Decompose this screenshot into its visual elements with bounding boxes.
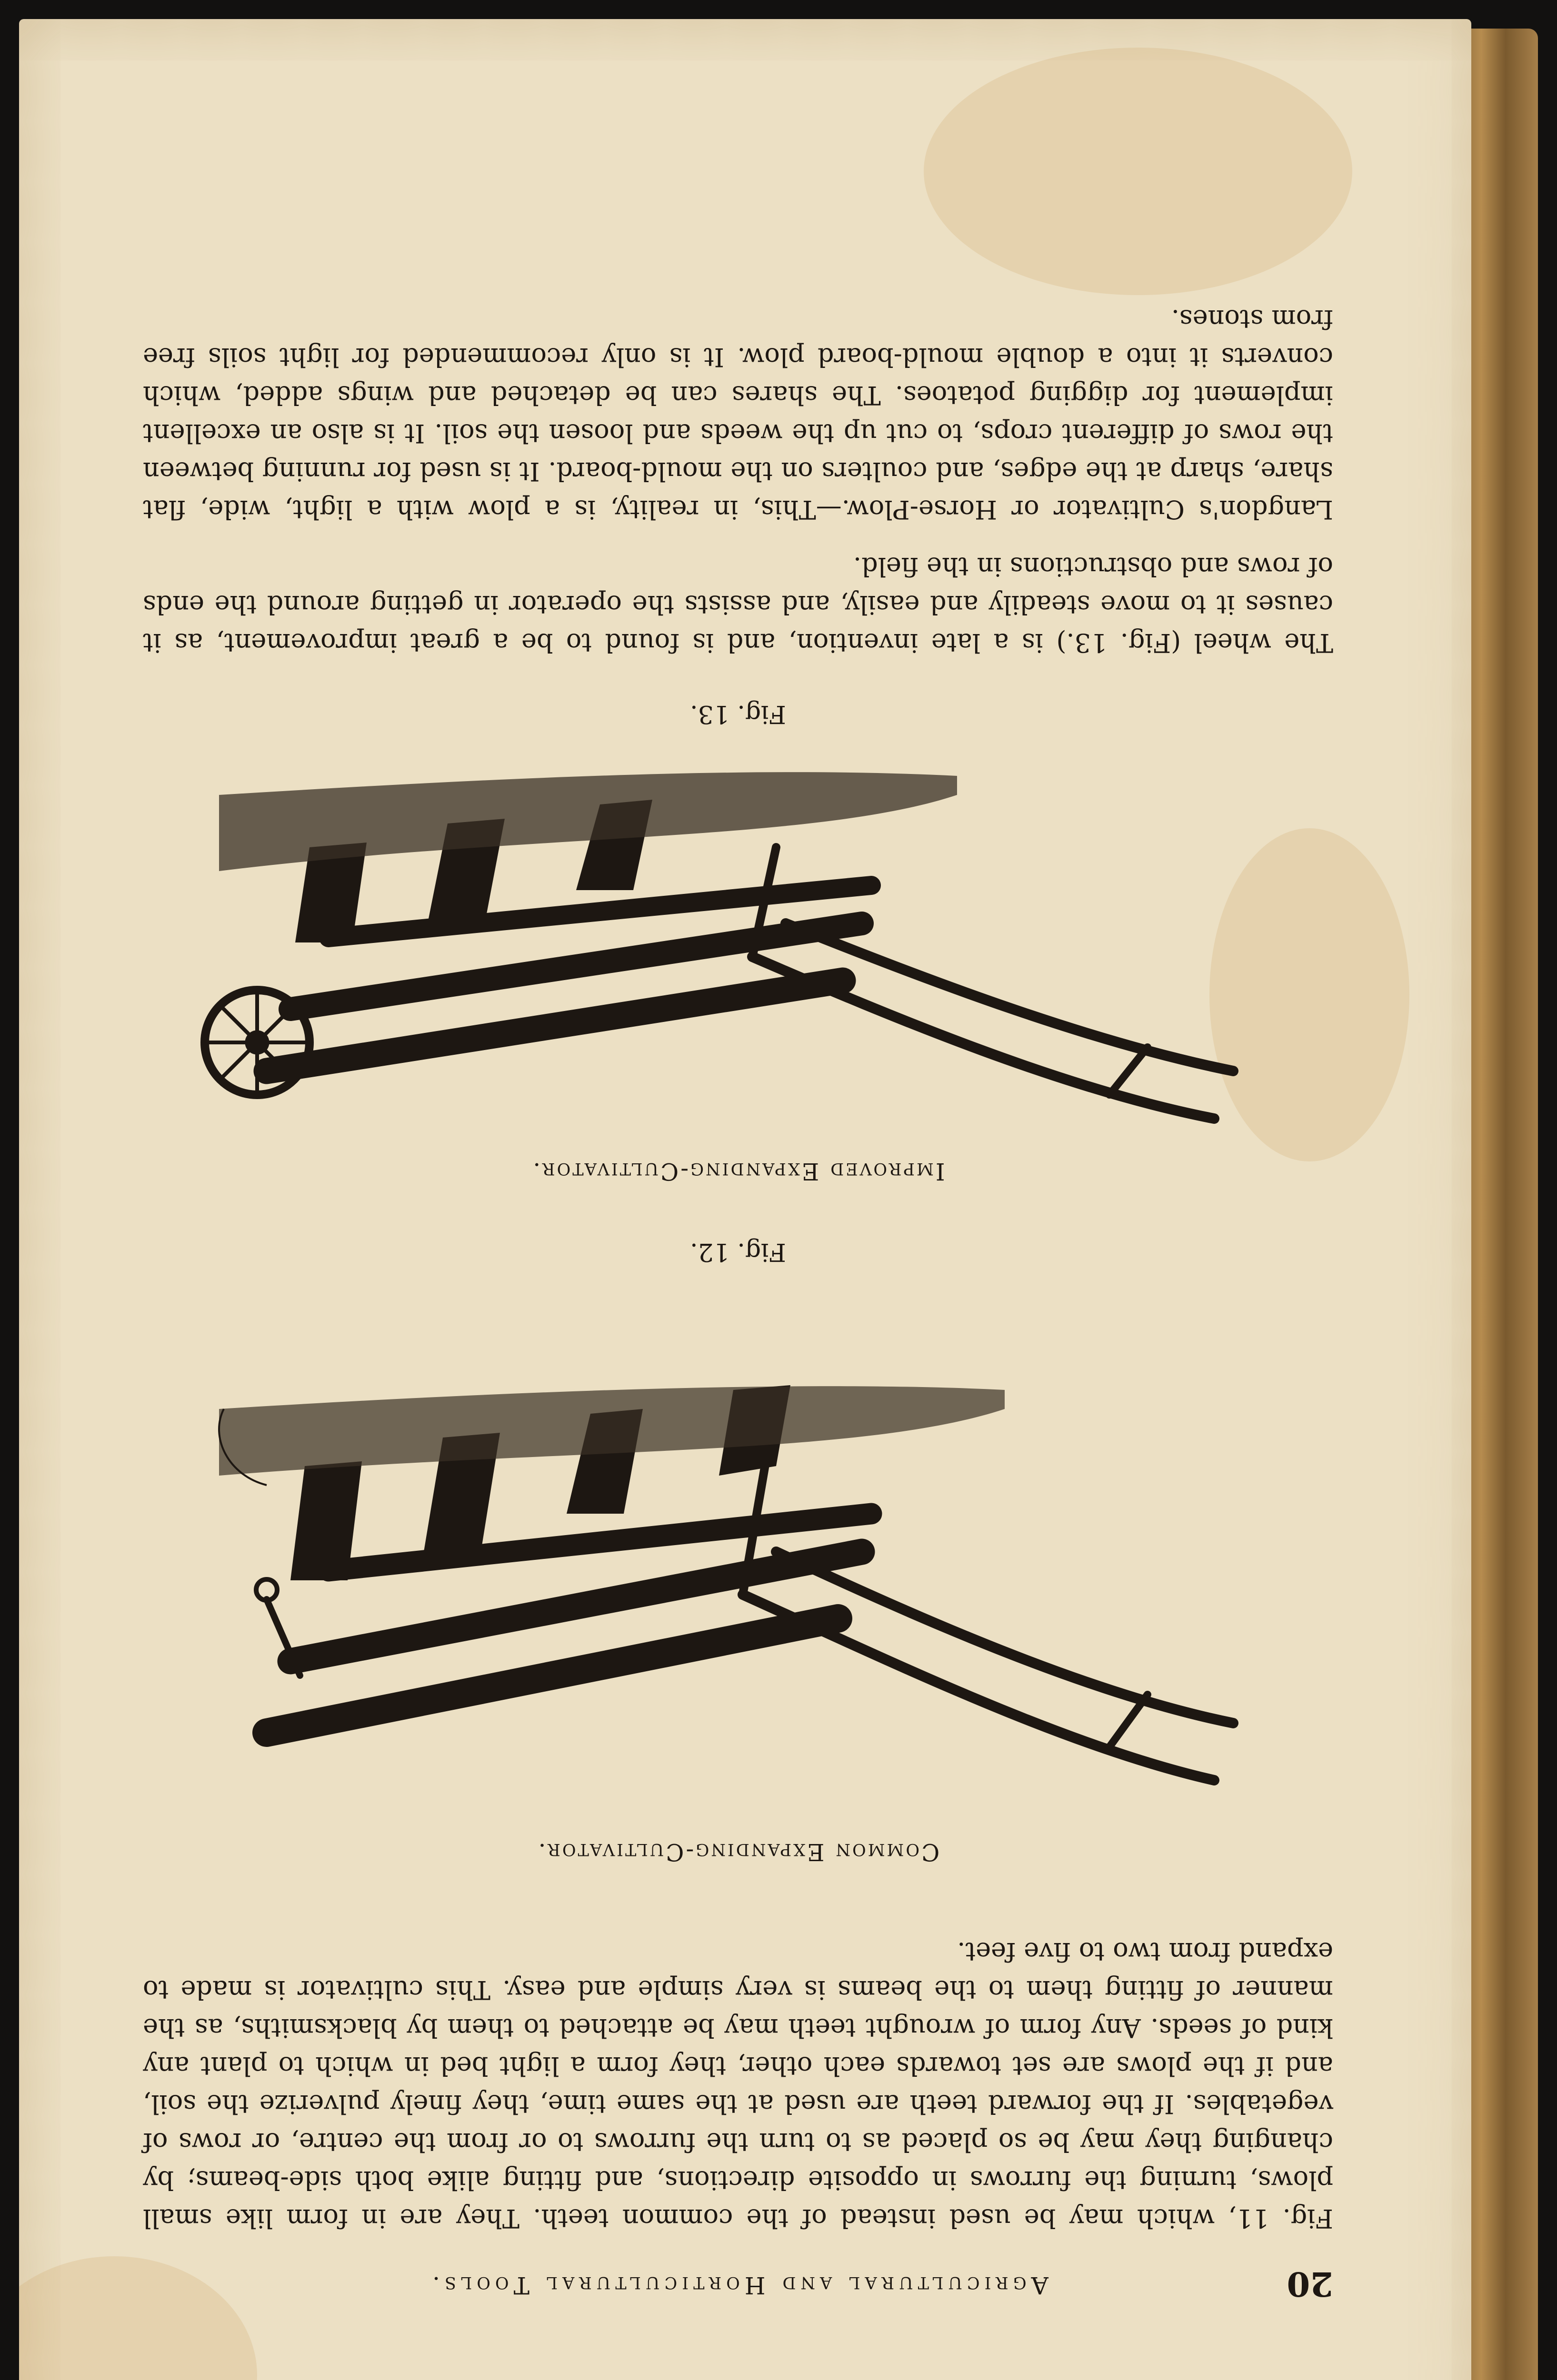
paragraph-langdon-cultivator: Langdon's Cultivator or Horse-Plow.—This, in reality, is a plow with a light, wide, flat share, sharp at the edges, and coulters on the mould-board. It is used for running between the rows of different crops, to cut up the weeds and loosen the soil. It is also an excellent implement for digging potatoes. The shares can be detached and wings added, which converts it into a double mould-board plow. It is only recommended for light soils free from stones. [143,304,1333,525]
printed-page-content [19,19,1471,2380]
running-title: Agricultural and Horticultural Tools. [428,2271,1048,2299]
figure-caption: Common Expanding-Cultivator. [536,1838,940,1866]
paragraph-fig11-description: Fig. 11, which may be used instead of the common teeth. They are in form like small plows, turning the furrows in opposite directions, and fitting alike both side-beams; by changing they may be so placed as to turn the furrows to or from the centre, or rows of vegetables. If the forward teeth are used at the same time, they finely pulverize the soil, and if the plows are set towards each other, they form a light bed in which to plant any kind of seeds. Any form of wrought teeth may be attached to them by blacksmiths, as the manner of fitting them to the beams is very simple and easy. This cultivator is made to expand from two to five feet. [143,1937,1333,2233]
figure-label: Fig. 13. [690,700,786,728]
improved-expanding-cultivator-engraving [186,747,1290,1138]
figure-12 [186,1219,1290,1866]
common-expanding-cultivator-engraving [186,1285,1290,1818]
figure-caption: Improved Expanding-Cultivator. [531,1158,945,1185]
paragraph-wheel: The wheel (Fig. 13.) is a late invention, and is found to be a great improvement, as it causes it to move steadily and easily, and assists the operator in getting around the ends of rows and obstructions in the field. [143,552,1333,658]
figure-label: Fig. 12. [690,1238,786,1266]
page-number: 20 [1287,2264,1333,2304]
figure-13 [186,690,1290,1185]
running-head [143,2266,1333,2304]
